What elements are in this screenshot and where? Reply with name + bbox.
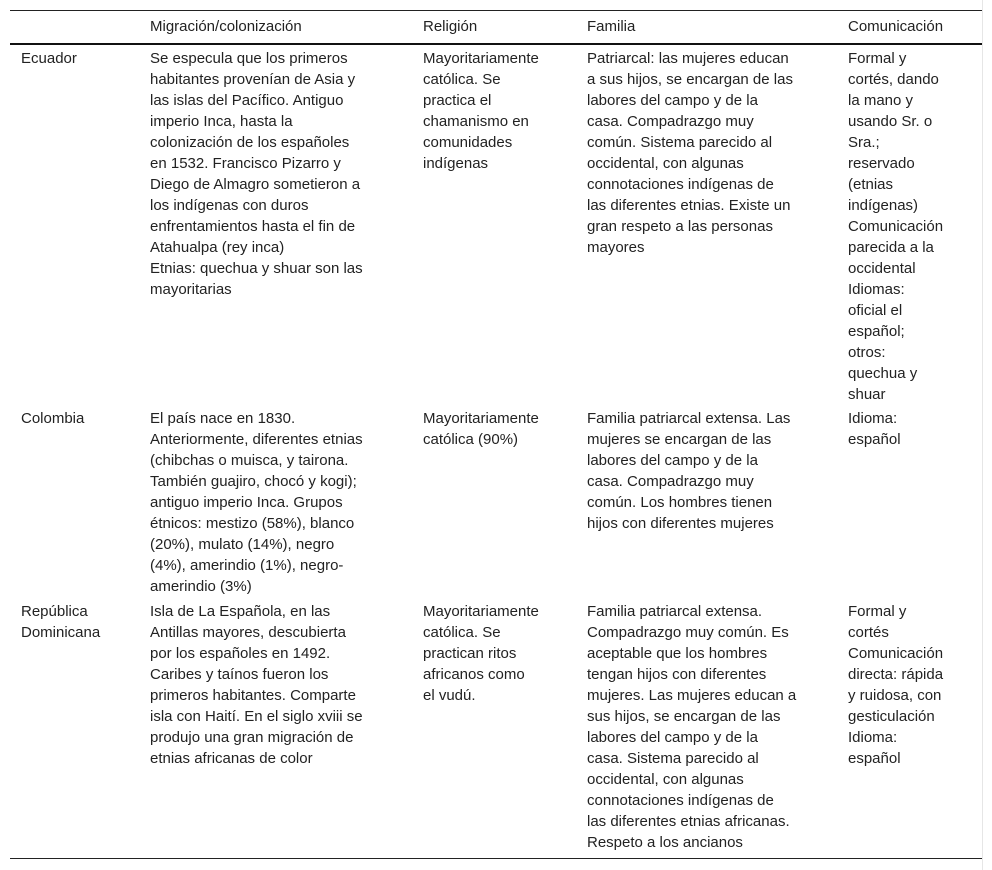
cell-family: Familia patriarcal extensa. Las mujeres se encargan de las labores del campo y de la casa. Compadrazgo muy común. Los hombres tienen hijos con diferentes mujeres: [587, 409, 791, 532]
cell-communication: Formal y cortés, dando la mano y usando Sr. o Sra.; reservado (etnias indígenas) Comunicación parecida a la occidental Idiomas: oficial el español; otros: quechua y shuar: [848, 49, 944, 403]
cell-country: Ecuador: [21, 49, 77, 67]
cell-religion: Mayoritariamente católica (90%): [423, 409, 539, 448]
cell-communication: Idioma: español: [848, 409, 901, 448]
cell-family: Patriarcal: las mujeres educan a sus hijos, se encargan de las labores del campo y de la casa. Compadrazgo muy común. Sistema parecido al occidental, con algunas connotaciones indígenas de las diferentes etnias. Existe un gran respeto a las personas mayores: [587, 49, 793, 256]
header-religion: Religión: [423, 18, 478, 36]
cell-religion: Mayoritariamente católica. Se practica el chamanismo en comunidades indígenas: [423, 49, 539, 172]
cell-communication: Formal y cortés Comunicación directa: rápida y ruidosa, con gesticulación Idioma: español: [848, 602, 944, 767]
header-family: Familia: [587, 18, 636, 36]
table-row-colombia: [10, 405, 982, 598]
cell-country: Colombia: [21, 409, 85, 427]
cell-family: Familia patriarcal extensa. Compadrazgo muy común. Es aceptable que los hombres tengan hijos con diferentes mujeres. Las mujeres educan a sus hijos, se encargan de las labores del campo y de la casa. Sistema parecido al occidental, con algunas connotaciones indígenas de las diferentes etnias africanas. Respeto a los ancianos: [587, 602, 797, 851]
table-header-row: [10, 11, 982, 44]
cell-migration: Isla de La Española, en las Antillas mayores, descubierta por los españoles en 1492. Caribes y taínos fueron los primeros habitantes. Comparte isla con Haití. En el siglo xviii se produjo una gran migración de etnias africanas de color: [150, 602, 363, 767]
table-row-republica-dominicana: [10, 598, 982, 859]
cell-migration: El país nace en 1830. Anteriormente, diferentes etnias (chibchas o muisca, y tairona. También guajiro, chocó y kogi); antiguo imperio Inca. Grupos étnicos: mestizo (58%), blanco (20%), mulato (14%), negro (4%), amerindio (1%), negro- amerindio (3%): [150, 409, 363, 595]
cell-religion: Mayoritariamente católica. Se practican ritos africanos como el vudú.: [423, 602, 539, 704]
cell-country: República Dominicana: [21, 602, 101, 641]
header-migration: Migración/colonización: [150, 18, 302, 36]
page-edge-divider: [982, 0, 983, 870]
header-country: [10, 11, 139, 44]
table-row-ecuador: [10, 44, 982, 405]
cell-migration: Se especula que los primeros habitantes provenían de Asia y las islas del Pacífico. Antiguo imperio Inca, hasta la colonización de los españoles en 1532. Francisco Pizarro y Diego de Almagro sometieron a los indígenas con duros enfrentamientos hasta el fin de Atahualpa (rey inca) Etnias: quechua y shuar son las mayoritarias: [150, 49, 363, 298]
cultural-comparison-table: [10, 10, 982, 859]
header-communication: Comunicación: [848, 18, 944, 36]
